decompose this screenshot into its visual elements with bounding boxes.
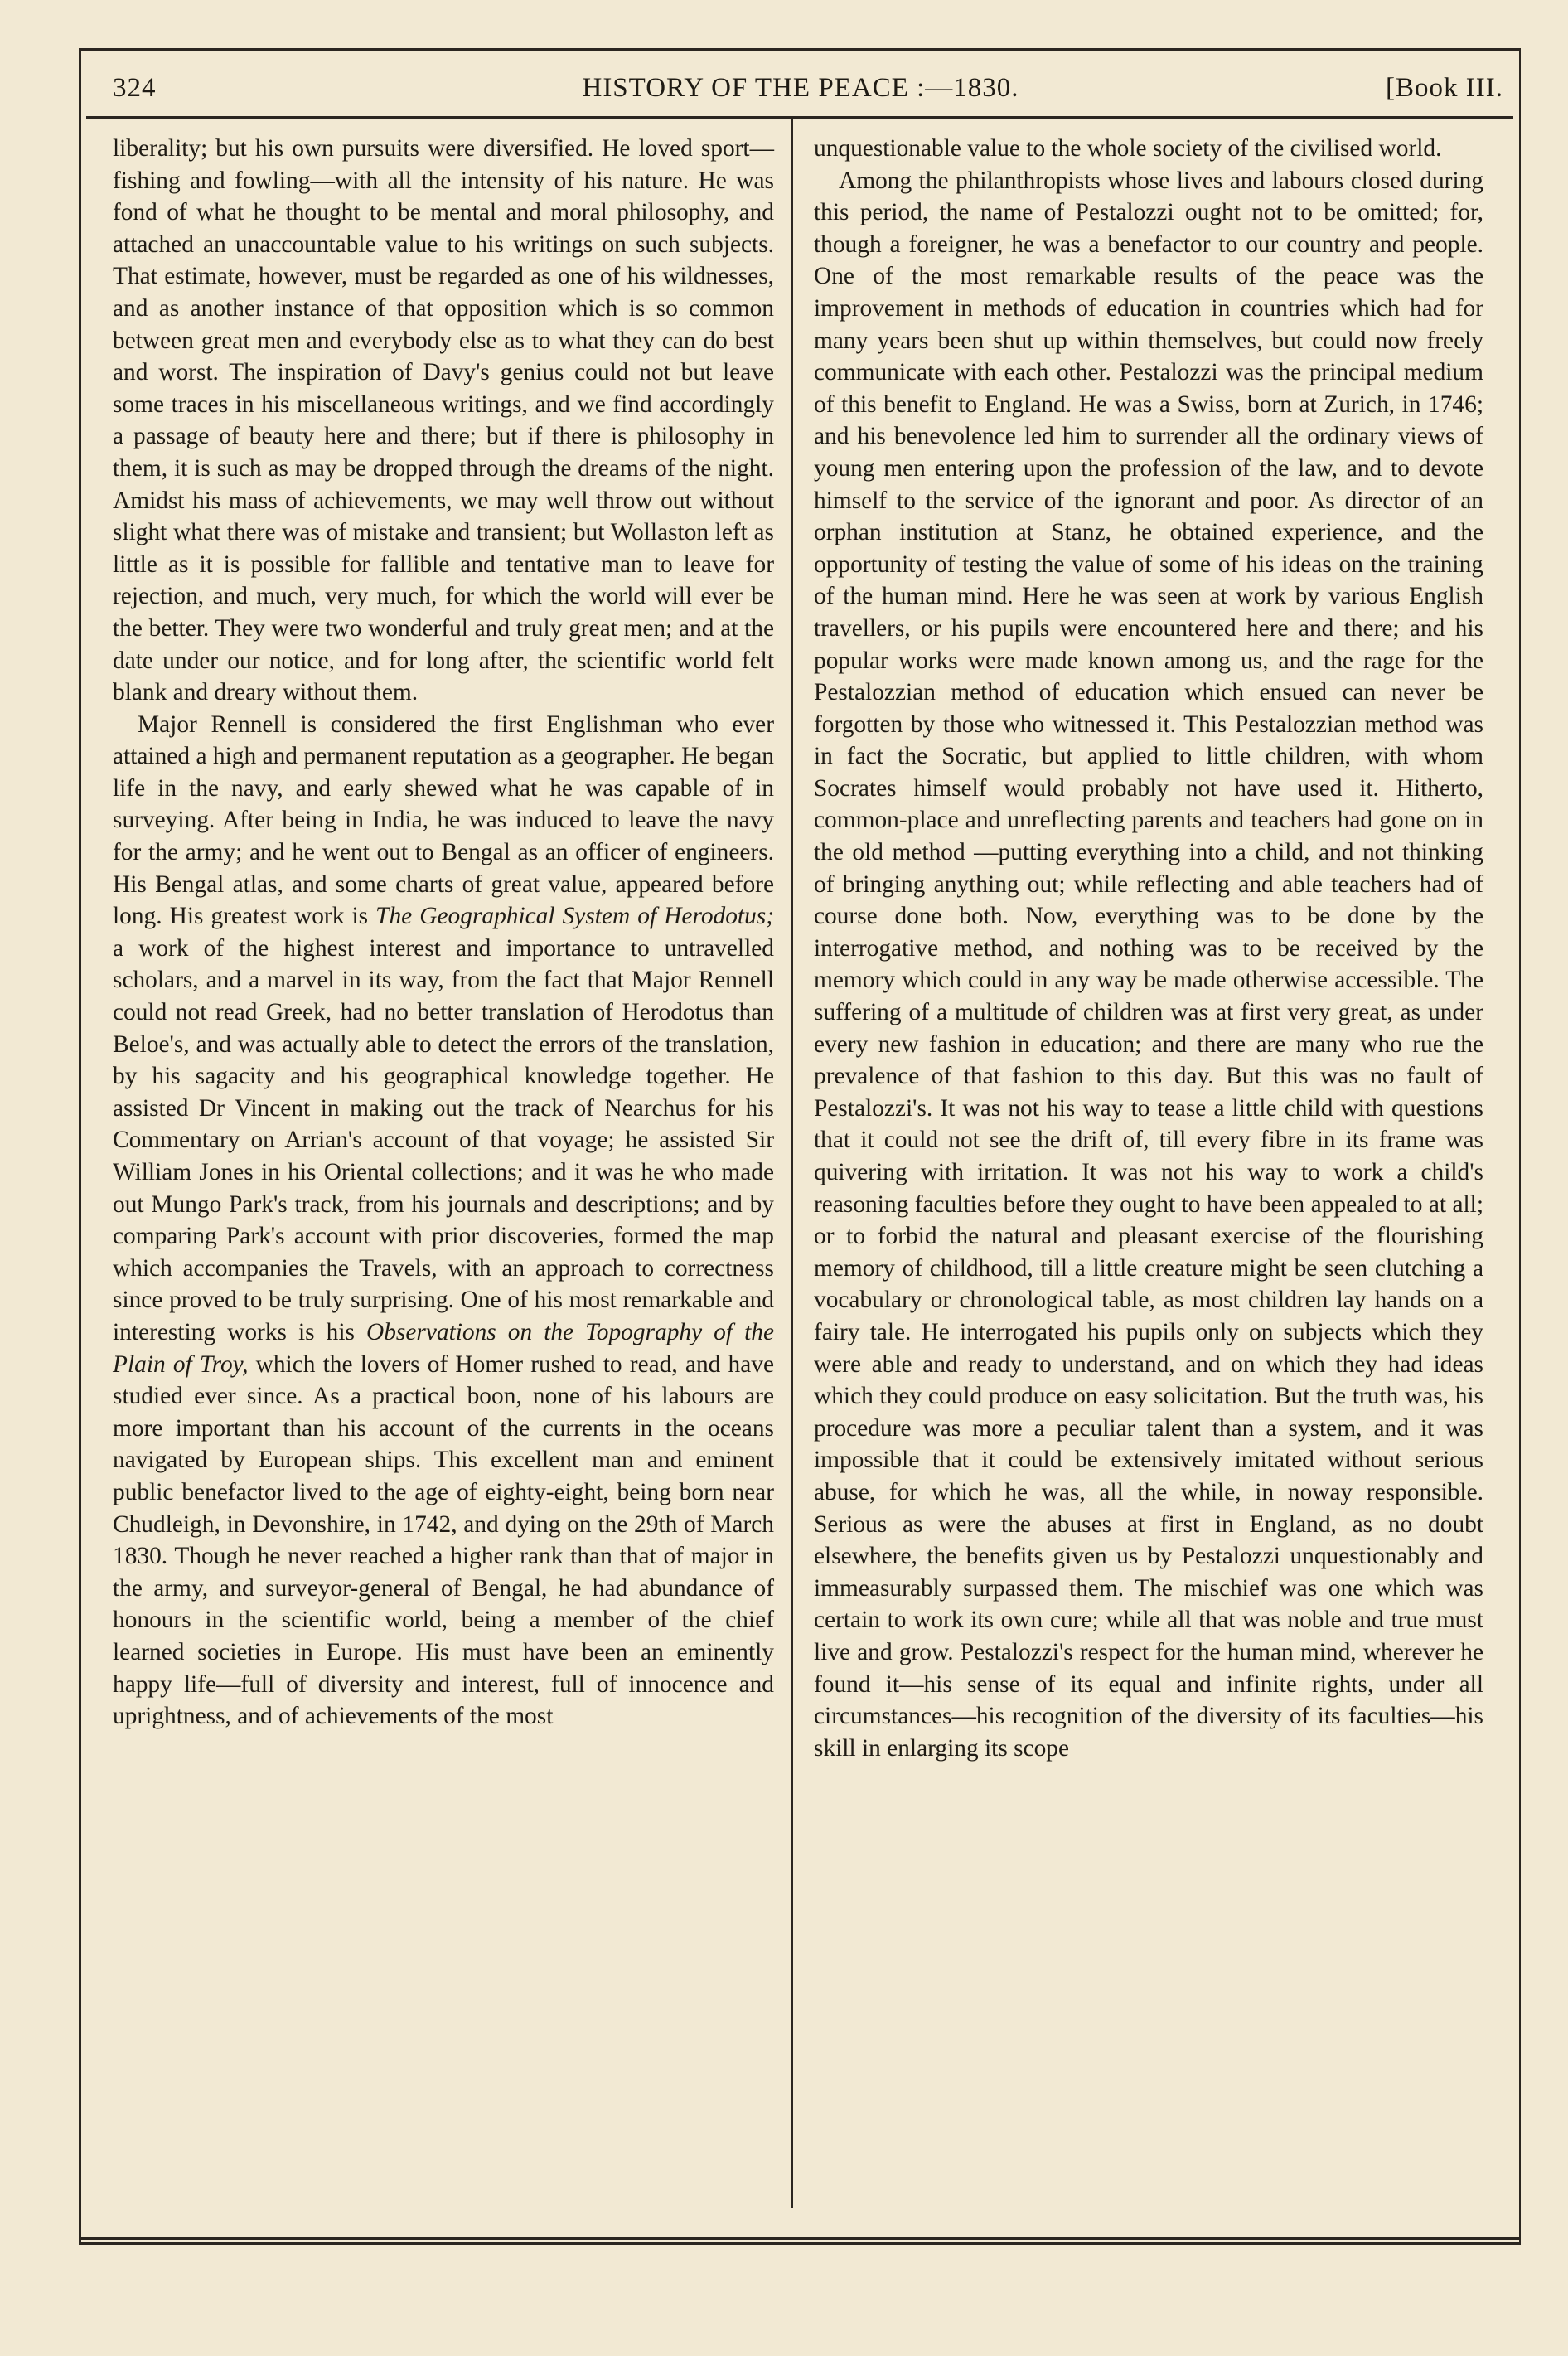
book-title-herodotus: The Geographical System of Herodotus;	[375, 903, 774, 930]
book-label: [Book III.	[1386, 73, 1503, 103]
right-column	[814, 133, 1483, 1764]
column-divider	[791, 117, 793, 2208]
page-number: 324	[113, 73, 157, 103]
running-header	[90, 70, 1512, 109]
paragraph-rennell	[113, 709, 774, 1733]
paragraph-pestalozzi: Among the philanthropists whose lives and labours closed during this period, the name of Pestalozzi ought not to be omitted; for, though a foreigner, he was a benefactor to our country and people. One of the most remarkable results of the peace was the improvement in methods of education in countries which had for many years been shut up within themselves, but could now freely communicate with each other. Pestalozzi was the principal medium of this benefit to England. He was a Swiss, born at Zurich, in 1746; and his benevolence led him to surrender all the ordinary views of young men entering upon the profession of the law, and to devote himself to the service of the ignorant and poor. As director of an orphan institution at Stanz, he obtained experience, and the opportunity of testing the value of some of his ideas on the training of the human mind. Here he was seen at work by various English travellers, or his pupils were encountered here and there; and his popular works were made known among us, and the rage for the Pestalozzian method of education which ensued can never be forgotten by those who witnessed it. This Pestalozzian method was in fact the Socratic, but applied to little children, with whom Socrates himself would probably not have used it. Hitherto, common-place and unreflecting parents and teachers had gone on in the old method —putting everything into a child, and not thinking of bringing anything out; while reflecting and able teachers had of course done both. Now, everything was to be done by the interrogative method, and nothing was to be received by the memory which could in any way be made otherwise accessible. The suffering of a multitude of children was at first very great, as under every new fashion in education; and there are many who rue the prevalence of that fashion to this day. But this was no fault of Pestalozzi's. It was not his way to tease a little child with questions that it could not see the drift of, till every fibre in its frame was quivering with irritation. It was not his way to work a child's reasoning faculties before they ought to have been appealed to at all; or to forbid the natural and pleasant exercise of the flourishing memory of childhood, till a little creature might be seen clutching a vocabulary or chronological table, as most children lay hands on a fairy tale. He interrogated his pupils only on subjects which they were able and ready to understand, and on which they had ideas which they could produce on easy solicitation. But the truth was, his procedure was more a peculiar talent than a system, and it was impossible that it could be extensively imitated without serious abuse, for which he was, all the while, in noway responsible. Serious as were the abuses at first in England, as no doubt elsewhere, the benefits given us by Pestalozzi unquestionably and immeasurably surpassed them. The mischief was one which was certain to work its own cure; while all that was noble and true must live and grow. Pestalozzi's respect for the human mind, wherever he found it—his sense of its equal and infinite rights, under all circumstances—his recognition of the diversity of its faculties—his skill in enlarging its scope	[814, 167, 1483, 1762]
left-column	[113, 133, 774, 1733]
text-run: which the lovers of Homer rushed to read, and have studied ever since. As a practical boon, none of his labours are more important than his account of the currents in the oceans navigated by European ships. This excellent man and eminent public benefactor lived to the age of eighty-eight, being born near Chudleigh, in Devonshire, in 1742, and dying on the 29th of March 1830. Though he never reached a higher rank than that of major in the army, and surveyor-general of Bengal, he had abundance of honours in the scientific world, being a member of the chief learned societies in Europe. His must have been an eminently happy life—full of diversity and interest, full of innocence and uprightness, and of achievements of the most	[113, 1350, 774, 1730]
paragraph-continuation: unquestionable value to the whole society of the civilised world.	[814, 135, 1442, 162]
book-title-troy: Observations on the Topography of the Plain of Troy,	[113, 1318, 774, 1378]
footer-rule	[79, 2237, 1521, 2240]
header-rule	[86, 116, 1513, 119]
running-title: HISTORY OF THE PEACE :—1830.	[582, 73, 1019, 103]
paragraph-davy-wollaston: liberality; but his own pursuits were diversified. He loved sport—fishing and fowling—with all the intensity of his nature. He was fond of what he thought to be mental and moral philosophy, and attached an unaccountable value to his writings on such subjects. That estimate, however, must be regarded as one of his wildnesses, and as another instance of that opposition which is so common between great men and everybody else as to what they can do best and worst. The inspiration of Davy's genius could not but leave some traces in his miscellaneous writings, and we find accordingly a passage of beauty here and there; but if there is philosophy in them, it is such as may be dropped through the dreams of the night. Amidst his mass of achievements, we may well throw out without slight what there was of mistake and transient; but Wollaston left as little as it is possible for fallible and tentative man to leave for rejection, and much, very much, for which the world will ever be the better. They were two wonderful and truly great men; and at the date under our notice, and for long after, the scientific world felt blank and dreary without them.	[113, 135, 774, 706]
text-run: Major Rennell is considered the first Englishman who ever attained a high and permanent reputation as a geographer. He began life in the navy, and early shewed what he was capable of in surveying. After being in India, he was induced to leave the navy for the army; and he went out to Bengal as an officer of engineers. His Bengal atlas, and some charts of great value, appeared before long. His greatest work is	[113, 710, 774, 930]
text-run: a work of the highest interest and importance to untravelled scholars, and a marvel in its way, from the fact that Major Rennell could not read Greek, had no better translation of Herodotus than Beloe's, and was actually able to detect the errors of the translation, by his sagacity and his geographical knowledge together. He assisted Dr Vincent in making out the track of Nearchus for his Commentary on Arrian's account of that voyage; he assisted Sir William Jones in his Oriental collections; and it was he who made out Mungo Park's track, from his journals and descriptions; and by comparing Park's account with prior discoveries, formed the map which accompanies the Travels, with an approach to correctness since proved to be truly surprising. One of his most remarkable and interesting works is his	[113, 934, 774, 1345]
